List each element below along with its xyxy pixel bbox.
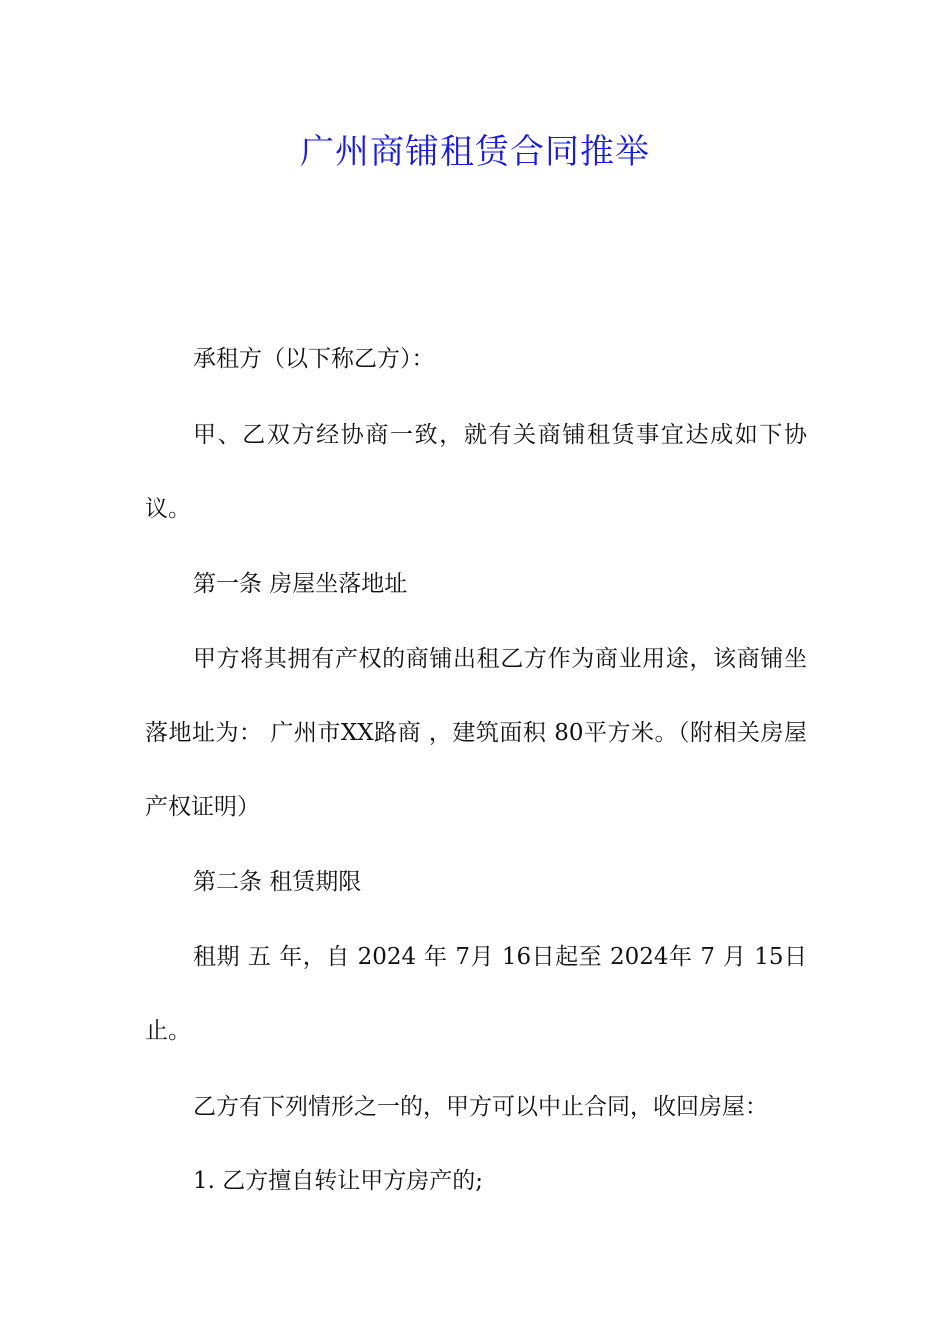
paragraph-lessee: 承租方（以下称乙方）： (193, 346, 435, 372)
paragraph-agreement: 甲、乙双方经协商一致，就有关商铺租赁事宜达成如下协议。 (145, 422, 807, 522)
document-title: 广州商铺租赁合同推举 (300, 132, 650, 172)
paragraph-term: 租期 五 年，自 2024 年 7月 16日起至 2024年 7 月 15日止。 (145, 944, 807, 1044)
paragraph-termination-conditions: 乙方有下列情形之一的，甲方可以中止合同，收回房屋： (193, 1094, 768, 1120)
list-item-condition-1: 1. 乙方擅自转让甲方房产的; (193, 1168, 484, 1194)
paragraph-address: 甲方将其拥有产权的商铺出租乙方作为商业用途，该商铺坐落地址为： 广州市XX路商 ，建筑面积 80平方米。（附相关房屋产权证明） (145, 646, 807, 820)
article-one-heading: 第一条 房屋坐落地址 (193, 571, 408, 597)
article-two-heading: 第二条 租赁期限 (193, 869, 362, 895)
